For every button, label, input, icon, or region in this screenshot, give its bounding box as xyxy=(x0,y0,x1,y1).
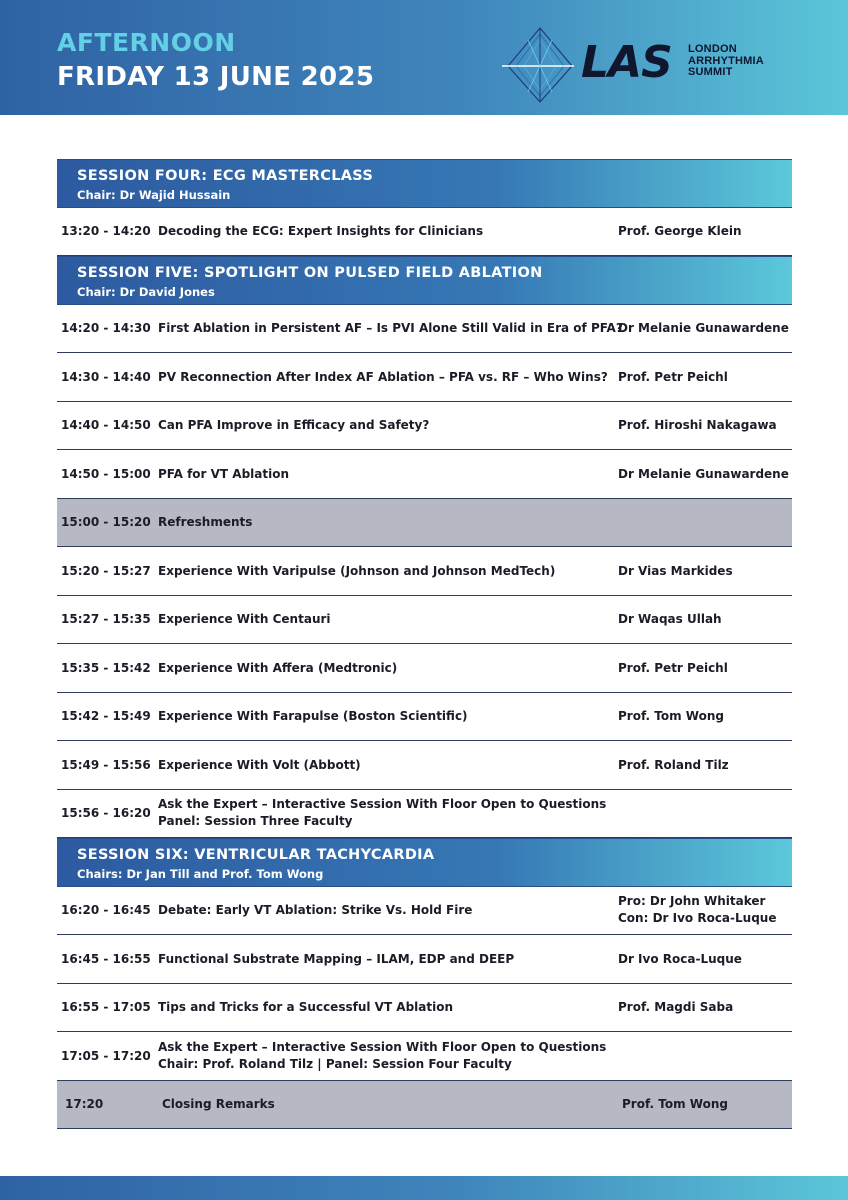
session-chair: Chairs: Dr Jan Till and Prof. Tom Wong xyxy=(77,867,324,881)
row-time: 15:20 - 15:27 xyxy=(61,563,151,578)
session-header-five xyxy=(57,256,792,305)
session-title: SESSION FOUR: ECG MASTERCLASS xyxy=(77,168,374,184)
programme-schedule xyxy=(57,159,792,1129)
las-logo-icon xyxy=(502,26,574,104)
event-date: FRIDAY 13 JUNE 2025 xyxy=(57,62,375,92)
session-chair: Chair: Dr Wajid Hussain xyxy=(77,188,231,202)
row-time: 15:49 - 15:56 xyxy=(61,757,151,772)
row-title: Experience With Farapulse (Boston Scientific) xyxy=(158,709,468,724)
row-title: Refreshments xyxy=(158,515,253,530)
row-title: Decoding the ECG: Expert Insights for Clinicians xyxy=(158,224,484,239)
agenda-row xyxy=(57,935,792,984)
agenda-row xyxy=(57,741,792,790)
row-title: Ask the Expert – Interactive Session With Floor Open to Questions xyxy=(158,1039,607,1054)
row-speaker: Pro: Dr John Whitaker xyxy=(618,894,766,909)
agenda-row xyxy=(57,790,792,839)
footer-bar xyxy=(0,1176,848,1200)
row-time: 17:05 - 17:20 xyxy=(61,1048,151,1063)
row-speaker: Dr Melanie Gunawardene xyxy=(618,321,789,336)
row-time: 15:56 - 16:20 xyxy=(61,806,151,821)
row-time: 17:20 xyxy=(65,1097,104,1112)
row-title: Debate: Early VT Ablation: Strike Vs. Hold Fire xyxy=(158,903,473,918)
row-time: 16:45 - 16:55 xyxy=(61,951,151,966)
agenda-row xyxy=(57,450,792,499)
row-speaker: Prof. Magdi Saba xyxy=(618,1000,734,1015)
logo-wordmark xyxy=(688,44,764,79)
session-header-four xyxy=(57,159,792,208)
session-header-six xyxy=(57,838,792,887)
break-row xyxy=(57,499,792,548)
row-time: 15:35 - 15:42 xyxy=(61,660,151,675)
row-time: 15:42 - 15:49 xyxy=(61,709,151,724)
agenda-row xyxy=(57,693,792,742)
session-title: SESSION SIX: VENTRICULAR TACHYCARDIA xyxy=(77,847,435,863)
row-speaker: Dr Vias Markides xyxy=(618,563,733,578)
row-speaker-block xyxy=(618,893,776,927)
row-speaker: Dr Melanie Gunawardene xyxy=(618,466,789,481)
row-time: 14:40 - 14:50 xyxy=(61,418,151,433)
agenda-row xyxy=(57,596,792,645)
row-title: PFA for VT Ablation xyxy=(158,466,290,481)
row-time: 14:20 - 14:30 xyxy=(61,321,151,336)
row-speaker: Prof. Roland Tilz xyxy=(618,757,729,772)
row-speaker: Prof. Tom Wong xyxy=(622,1097,728,1112)
day-part-label: AFTERNOON xyxy=(57,28,236,57)
row-time: 16:55 - 17:05 xyxy=(61,1000,151,1015)
logo-abbreviation: LAS xyxy=(581,37,672,88)
row-title: Experience With Varipulse (Johnson and Johnson MedTech) xyxy=(158,563,556,578)
agenda-row xyxy=(57,644,792,693)
row-time: 16:20 - 16:45 xyxy=(61,903,151,918)
row-subtitle: Chair: Prof. Roland Tilz | Panel: Session Four Faculty xyxy=(158,1056,512,1071)
row-title: Experience With Volt (Abbott) xyxy=(158,757,361,772)
logo-line-3: SUMMIT xyxy=(688,66,733,78)
agenda-row xyxy=(57,887,792,936)
agenda-row xyxy=(57,984,792,1033)
row-speaker: Dr Ivo Roca-Luque xyxy=(618,951,742,966)
row-title: Functional Substrate Mapping – ILAM, EDP and DEEP xyxy=(158,951,515,966)
row-title: Experience With Affera (Medtronic) xyxy=(158,660,398,675)
row-title-block xyxy=(158,1039,606,1073)
row-speaker: Prof. Tom Wong xyxy=(618,709,724,724)
row-title: Tips and Tricks for a Successful VT Ablation xyxy=(158,1000,454,1015)
session-title: SESSION FIVE: SPOTLIGHT ON PULSED FIELD ABLATION xyxy=(77,265,543,281)
agenda-row xyxy=(57,353,792,402)
row-time: 15:00 - 15:20 xyxy=(61,515,151,530)
row-speaker: Dr Waqas Ullah xyxy=(618,612,722,627)
las-logo xyxy=(502,26,802,106)
logo-line-1: LONDON xyxy=(688,43,737,55)
row-speaker: Prof. Hiroshi Nakagawa xyxy=(618,418,777,433)
row-speaker: Prof. George Klein xyxy=(618,224,742,239)
logo-line-2: ARRHYTHMIA xyxy=(688,54,764,67)
row-title: First Ablation in Persistent AF – Is PVI Alone Still Valid in Era of PFA? xyxy=(158,321,623,336)
row-title: PV Reconnection After Index AF Ablation – PFA vs. RF – Who Wins? xyxy=(158,369,608,384)
agenda-row xyxy=(57,208,792,257)
row-title: Can PFA Improve in Efficacy and Safety? xyxy=(158,418,430,433)
row-time: 14:30 - 14:40 xyxy=(61,369,151,384)
agenda-row xyxy=(57,305,792,354)
row-time: 13:20 - 14:20 xyxy=(61,224,151,239)
agenda-row xyxy=(57,547,792,596)
row-title: Closing Remarks xyxy=(162,1097,275,1112)
row-speaker: Prof. Petr Peichl xyxy=(618,369,728,384)
session-chair: Chair: Dr David Jones xyxy=(77,285,215,299)
row-title: Experience With Centauri xyxy=(158,612,331,627)
row-title: Ask the Expert – Interactive Session With Floor Open to Questions xyxy=(158,797,607,812)
closing-row xyxy=(57,1081,792,1130)
row-title-block xyxy=(158,796,606,830)
row-speaker: Prof. Petr Peichl xyxy=(618,660,728,675)
agenda-row xyxy=(57,1032,792,1081)
row-time: 15:27 - 15:35 xyxy=(61,612,151,627)
agenda-row xyxy=(57,402,792,451)
row-speaker: Con: Dr Ivo Roca-Luque xyxy=(618,911,777,926)
row-subtitle: Panel: Session Three Faculty xyxy=(158,814,353,829)
row-time: 14:50 - 15:00 xyxy=(61,466,151,481)
page-header xyxy=(0,0,848,115)
